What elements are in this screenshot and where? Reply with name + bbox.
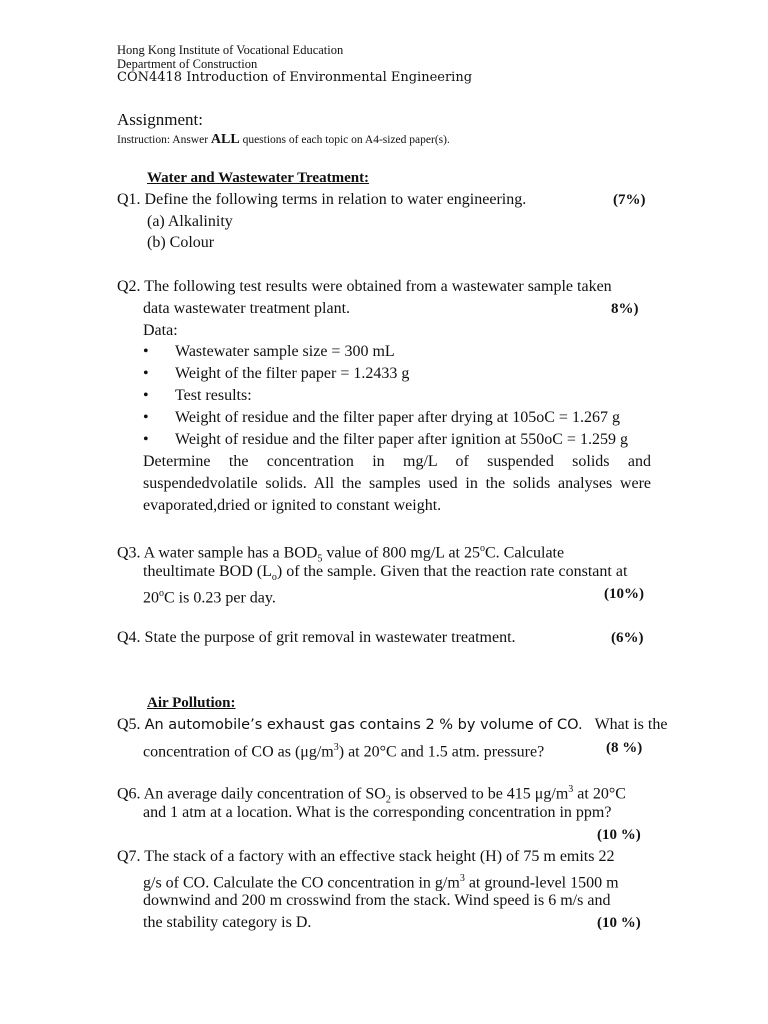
q5-mark: (8 %) [606,740,643,756]
q7-mark: (10 %) [597,915,641,931]
q1-item-b: (b) Colour [147,234,215,251]
q7-line1: Q7. The stack of a factory with an effective stack height (H) of 75 m emits 22 [117,848,615,865]
course-title: CON4418 Introduction of Environmental Engineering [117,70,473,85]
q6-mark: (10 %) [597,827,641,843]
department-name: Department of Construction [117,57,258,71]
bullet-icon: • [143,365,149,382]
q6-line2: and 1 atm at a location. What is the corresponding concentration in ppm? [143,804,612,821]
q5-line1: Q5. An automobile’s exhaust gas contains 2 % by volume of CO. What is the [117,716,668,733]
section-water: Water and Wastewater Treatment: [147,170,370,186]
q2-paragraph-1: Determine the concentration in mg/L of suspended solids and [143,453,651,470]
q1-text: Q1. Define the following terms in relation to water engineering. [117,191,527,208]
bullet-icon: • [143,387,149,404]
q1-mark: (7%) [613,192,646,208]
section-air: Air Pollution: [147,695,236,711]
q2-bullet-5: Weight of residue and the filter paper after ignition at 550oC = 1.259 g [175,431,628,448]
q6-line1: Q6. An average daily concentration of $SO_2$ is observed to be 415 $\mu g/m^3$ at 20°C [117,784,626,806]
q2-paragraph-2: suspendedvolatile solids. All the samples used in the solids analyses were [143,475,651,492]
q5-line2: concentration of CO as $(\mu g/m^3)$ at 20°C and 1.5 atm. pressure? [143,742,545,761]
q7-line4: the stability category is D. [143,914,312,931]
q2-bullet-2: Weight of the filter paper = 1.2433 g [175,365,410,382]
q4-text: Q4. State the purpose of grit removal in wastewater treatment. [117,629,516,646]
bullet-icon: • [143,343,149,360]
q3-line1: Q3. A water sample has a $BOD_5$ value of 800 mg/L at 25$^o$C. Calculate [117,543,565,565]
institute-name: Hong Kong Institute of Vocational Education [117,43,344,57]
q1-item-a: (a) Alkalinity [147,213,233,230]
q2-bullet-4: Weight of residue and the filter paper after drying at 105oC = 1.267 g [175,409,620,426]
bullet-icon: • [143,409,149,426]
assignment-title: Assignment: [117,110,203,129]
q4-mark: (6%) [611,630,644,646]
q2-paragraph-3: evaporated,dried or ignited to constant weight. [143,497,442,514]
q2-bullet-1: Wastewater sample size = 300 mL [175,343,395,360]
q2-data-label: Data: [143,322,178,339]
instruction: Instruction: Answer ALL questions of each topic on A4-sized paper(s). [117,132,450,147]
q2-line1: Q2. The following test results were obtained from a wastewater sample taken [117,278,612,295]
q3-mark: (10%) [604,586,644,602]
bullet-icon: • [143,431,149,448]
q3-line3: 20$^o$C is 0.23 per day. [143,588,276,607]
q3-line2: theultimate BOD $(L_o)$ of the sample. Given that the reaction rate constant at [143,563,628,584]
q7-line2: g/s of CO. Calculate the CO concentration in $g/m^3$ at ground-level 1500 m [143,873,619,892]
q2-mark: 8%) [611,301,639,317]
q7-line3: downwind and 200 m crosswind from the stack. Wind speed is 6 m/s and [143,892,611,909]
q2-line2: data wastewater treatment plant. [143,300,351,317]
q2-bullet-3: Test results: [175,387,252,404]
